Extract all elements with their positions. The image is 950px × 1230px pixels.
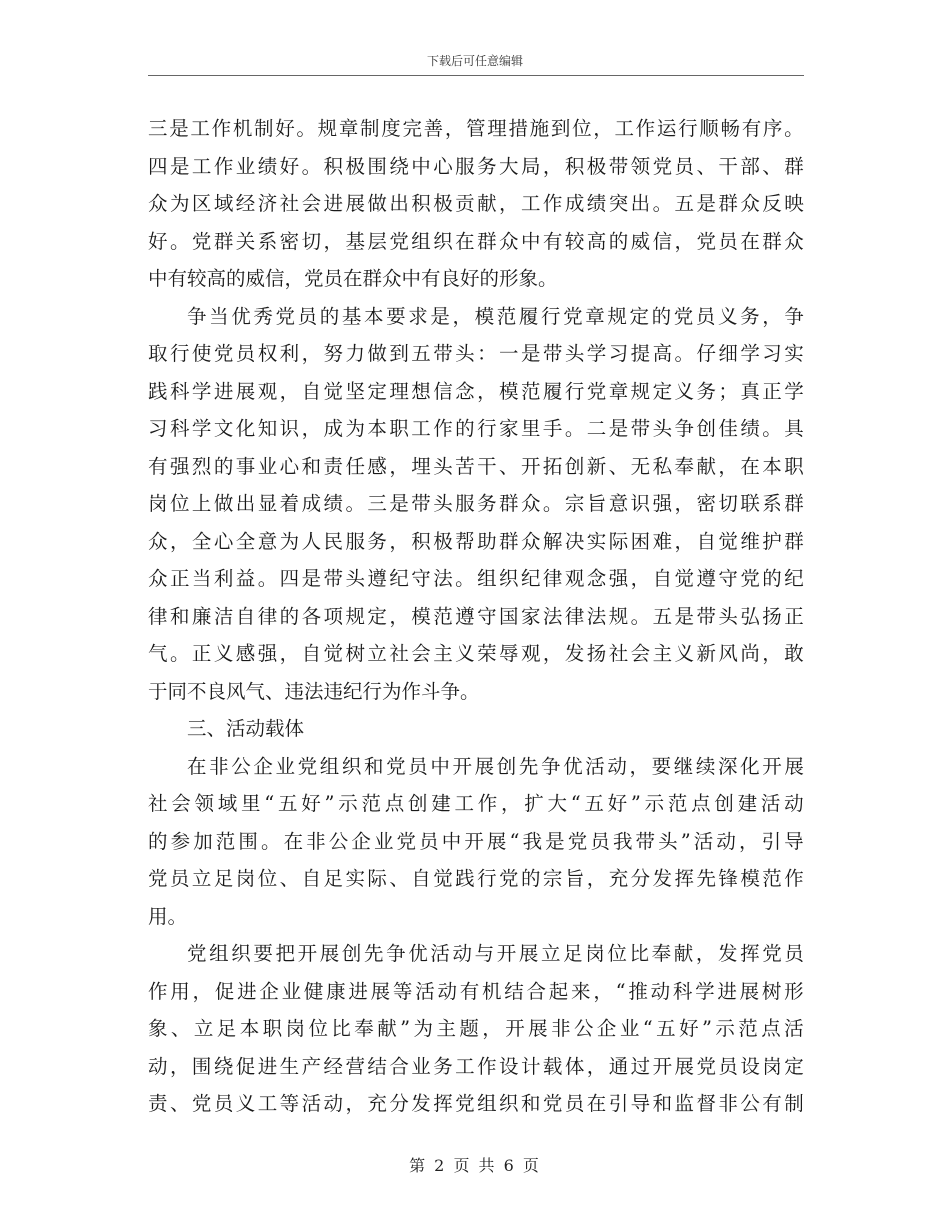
text-line: 三、活动载体 [187,717,305,740]
text-line: 习 科 学 文 化 知 识 ， 成 为 本 职 工 作 的 行 家 里 手 。 二 是 带 头 争 创 佳 绩 。 具 [148,417,804,440]
text-line: 中有较高的威信，党员在群众中有良好的形象。 [148,267,558,290]
text-line: 四 是 工 作 业 绩 好 。 积 极 围 绕 中 心 服 务 大 局 ， 积 极 带 领 党 员 、 干 部 、 群 [148,154,804,178]
text-line: 社 会 领 域 里 “ 五 好 ” 示 范 点 创 建 工 作 ， 扩 大 “ 五 好 ” 示 范 点 创 建 活 动 [148,792,804,815]
text-line: 众 为 区 域 经 济 社 会 进 展 做 出 积 极 贡 献 ， 工 作 成 绩 突 出 。 五 是 群 众 反 映 [148,192,804,215]
text-line: 在 非 公 企 业 党 组 织 和 党 员 中 开 展 创 先 争 优 活 动 ， 要 继 续 深 化 开 展 [187,754,804,778]
text-line: 责 、 党 员 义 工 等 活 动 ， 充 分 发 挥 党 组 织 和 党 员 在 引 导 和 监 督 非 公 有 制 [148,1092,804,1115]
text-line: 践 科 学 进 展 观 ， 自 觉 坚 定 理 想 信 念 ， 模 范 履 行 党 章 规 定 义 务 ； 真 正 学 [148,379,804,403]
text-line: 气 。 正 义 感 强 ， 自 觉 树 立 社 会 主 义 荣 辱 观 ， 发 扬 社 会 主 义 新 风 尚 ， 敢 [148,642,804,665]
text-line: 党 员 立 足 岗 位 、 自 足 实 际 、 自 觉 践 行 党 的 宗 旨 ， 充 分 发 挥 先 锋 模 范 作 [148,867,804,890]
page-header: 下载后可任意编辑 [426,54,523,68]
text-line: 象 、 立 足 本 职 岗 位 比 奉 献 ” 为 主 题 ， 开 展 非 公 企 业 “ 五 好 ” 示 范 点 活 [148,1017,804,1040]
text-line: 用。 [148,904,188,928]
text-line: 作 用 ， 促 进 企 业 健 康 进 展 等 活 动 有 机 结 合 起 来 ， “ 推 动 科 学 进 展 树 形 [148,979,804,1003]
text-line: 的 参 加 范 围 。 在 非 公 企 业 党 员 中 开 展 “ 我 是 党 员 我 带 头 ” 活 动 ， 引 导 [148,829,804,853]
text-line: 争 当 优 秀 党 员 的 基 本 要 求 是 ， 模 范 履 行 党 章 规 定 的 党 员 义 务 ， 争 [187,304,804,328]
text-line: 动 ， 围 绕 促 进 生 产 经 营 结 合 业 务 工 作 设 计 载 体 ， 通 过 开 展 党 员 设 岗 定 [148,1054,804,1078]
text-line: 取 行 使 党 员 权 利 ， 努 力 做 到 五 带 头 ： 一 是 带 头 学 习 提 高 。 仔 细 学 习 实 [148,342,804,365]
text-line: 于同不良风气、违法违纪行为作斗争。 [148,679,480,703]
text-line: 三 是 工 作 机 制 好 。 规 章 制 度 完 善 ， 管 理 措 施 到 位 ， 工 作 运 行 顺 畅 有 序 。 [148,117,804,140]
page-footer: 第 2 页 共 6 页 [409,1156,541,1175]
document-body [148,110,804,1123]
text-line: 众 ， 全 心 全 意 为 人 民 服 务 ， 积 极 帮 助 群 众 解 决 实 际 困 难 ， 自 觉 维 护 群 [148,529,804,553]
text-line: 众 正 当 利 益 。 四 是 带 头 遵 纪 守 法 。 组 织 纪 律 观 念 强 ， 自 觉 遵 守 党 的 纪 [148,567,804,590]
header-divider [148,75,804,76]
text-line: 律 和 廉 洁 自 律 的 各 项 规 定 ， 模 范 遵 守 国 家 法 律 法 规 。 五 是 带 头 弘 扬 正 [148,604,804,628]
text-line: 岗 位 上 做 出 显 着 成 绩 。 三 是 带 头 服 务 群 众 。 宗 旨 意 识 强 ， 密 切 联 系 群 [148,492,804,515]
text-line: 有 强 烈 的 事 业 心 和 责 任 感 ， 埋 头 苦 干 、 开 拓 创 新 、 无 私 奉 献 ， 在 本 职 [148,454,804,478]
text-line: 好 。 党 群 关 系 密 切 ， 基 层 党 组 织 在 群 众 中 有 较 高 的 威 信 ， 党 员 在 群 众 [148,229,804,253]
text-line: 党 组 织 要 把 开 展 创 先 争 优 活 动 与 开 展 立 足 岗 位 比 奉 献 ， 发 挥 党 员 [187,942,804,965]
